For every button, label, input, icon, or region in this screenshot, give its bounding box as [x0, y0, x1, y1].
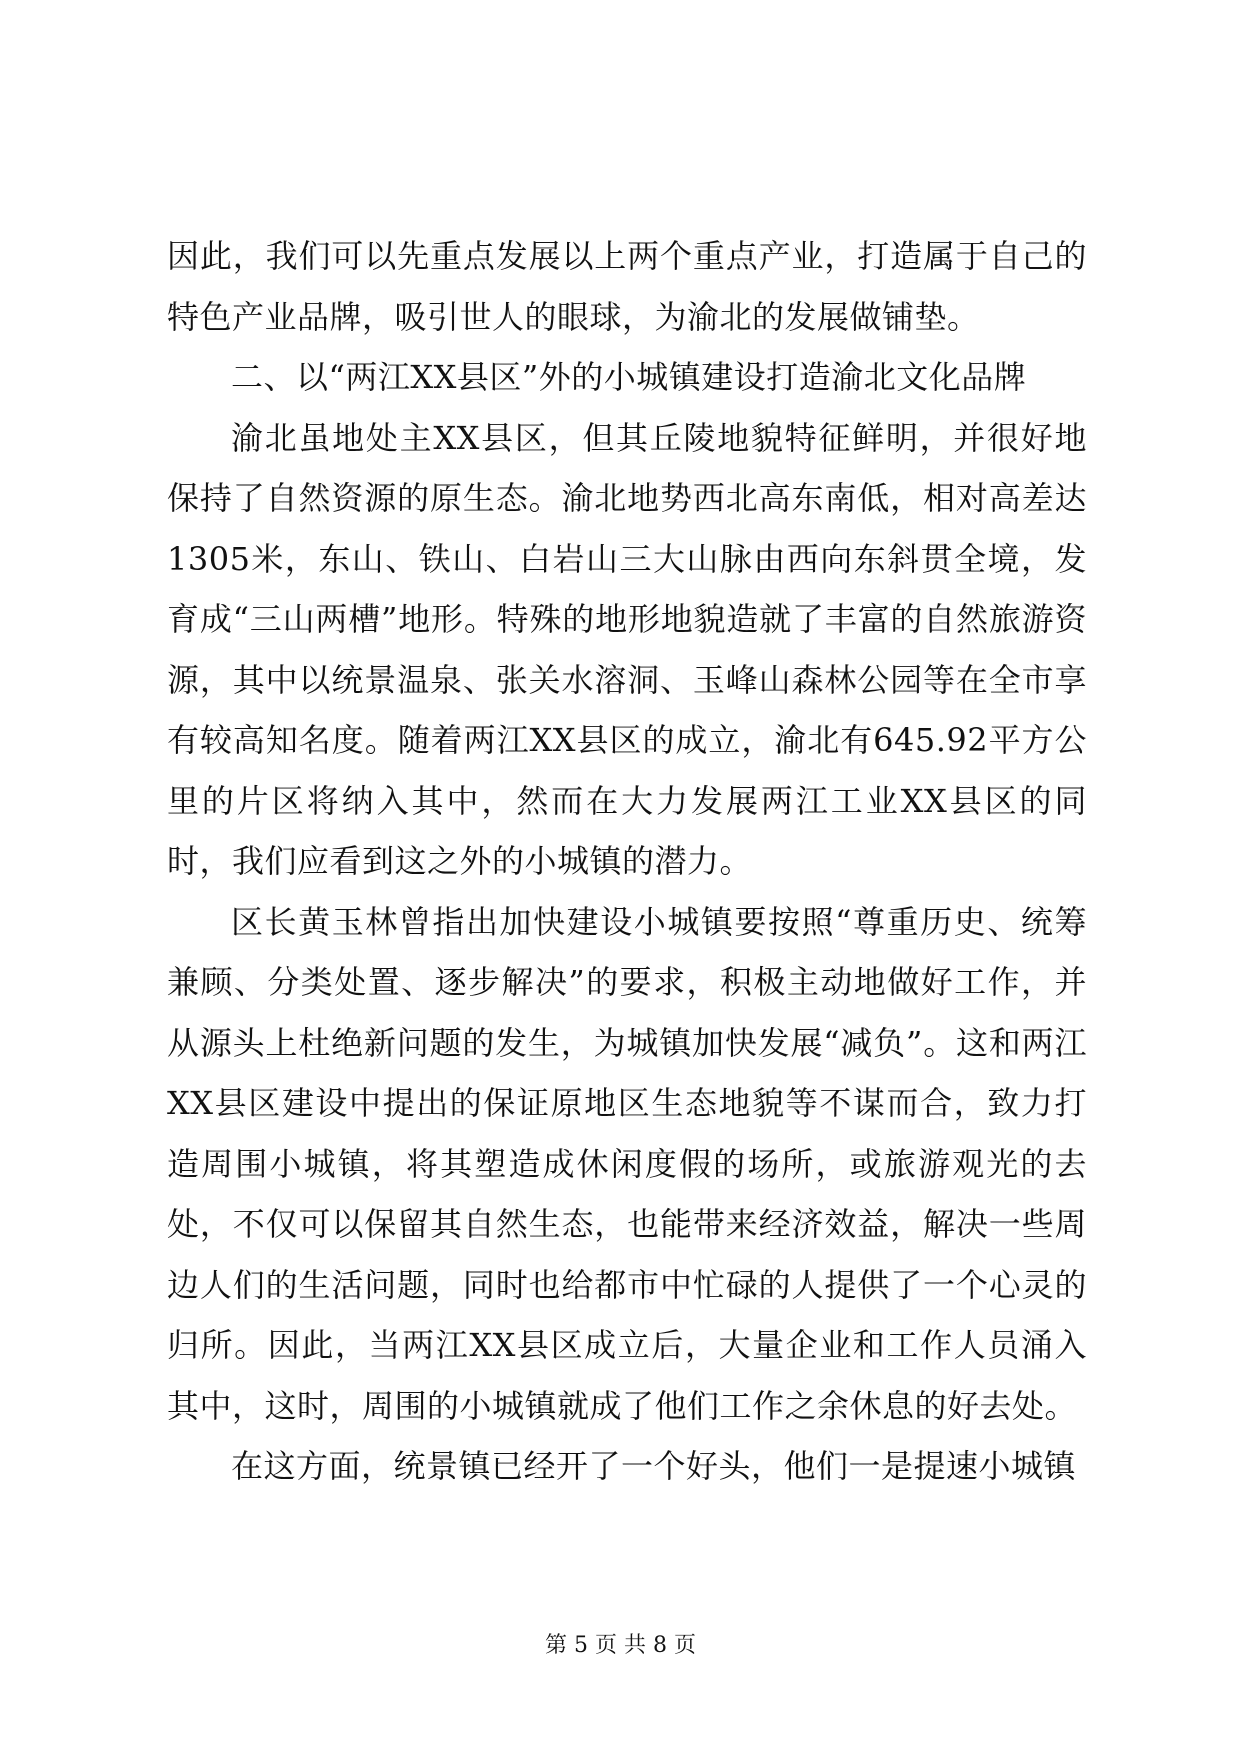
page-footer: 第 5 页 共 8 页 — [545, 1633, 696, 1658]
paragraph: 因此，我们可以先重点发展以上两个重点产业，打造属于自己的特色产业品牌，吸引世人的眼球，为渝北的发展做铺垫。 — [167, 237, 1087, 336]
body-text — [167, 226, 1087, 1497]
section-heading: 二、以“两江XX县区”外的小城镇建设打造渝北文化品牌 — [231, 358, 1027, 396]
paragraph: 渝北虽地处主XX县区，但其丘陵地貌特征鲜明，并很好地保持了自然资源的原生态。渝北地势西北高东南低，相对高差达1305米，东山、铁山、白岩山三大山脉由西向东斜贯全境，发育成“三山两槽”地形。特殊的地形地貌造就了丰富的自然旅游资源，其中以统景温泉、张关水溶洞、玉峰山森林公园等在全市享有较高知名度。随着两江XX县区的成立，渝北有645.92平方公里的片区将纳入其中，然而在大力发展两江工业XX县区的同时，我们应看到这之外的小城镇的潜力。 — [167, 418, 1087, 880]
paragraph: 在这方面，统景镇已经开了一个好头，他们一是提速小城镇 — [231, 1447, 1077, 1485]
paragraph: 区长黄玉林曾指出加快建设小城镇要按照“尊重历史、统筹兼顾、分类处置、逐步解决”的要求，积极主动地做好工作，并从源头上杜绝新问题的发生，为城镇加快发展“减负”。这和两江XX县区建设中提出的保证原地区生态地貌等不谋而合，致力打造周围小城镇，将其塑造成休闲度假的场所，或旅游观光的去处，不仅可以保留其自然生态，也能带来经济效益，解决一些周边人们的生活问题，同时也给都市中忙碌的人提供了一个心灵的归所。因此，当两江XX县区成立后，大量企业和工作人员涌入其中，这时，周围的小城镇就成了他们工作之余休息的好去处。 — [167, 902, 1087, 1425]
